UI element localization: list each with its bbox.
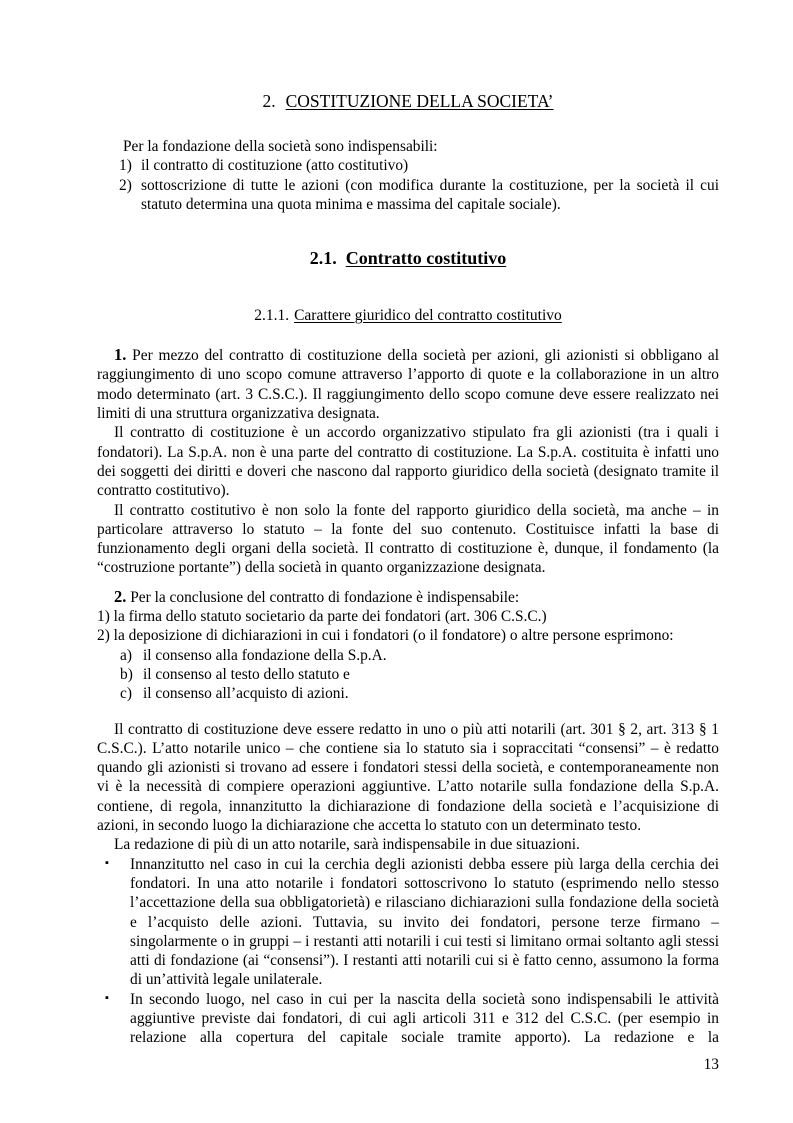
- paragraph-lead-number: 1.: [114, 345, 127, 365]
- list-item: [97, 646, 719, 665]
- subsection-title-text: Carattere giuridico del contratto costitutivo: [294, 307, 562, 325]
- paragraph: [97, 587, 719, 607]
- paragraph: La redazione di più di un atto notarile, sarà indispensabile in due situazioni.: [114, 836, 580, 854]
- list-item-marker: 1): [119, 157, 132, 175]
- section-heading: [97, 247, 719, 270]
- bullet-list-item: [97, 990, 719, 1048]
- bullet-square-icon: ▪: [105, 856, 109, 869]
- list-item-text: il consenso all’acquisto di azioni.: [143, 685, 349, 703]
- section-number: 2.1.: [309, 248, 337, 269]
- list-item: [97, 176, 719, 215]
- list-item-marker: 2): [119, 176, 132, 194]
- section-title-text: Contratto costitutivo: [345, 248, 507, 269]
- list-item-text: sottoscrizione di tutte le azioni (con modifica durante la costituzione, per la società il cui statuto determina una quota minima e massima del capitale sociale).: [141, 176, 719, 213]
- bullet-item-text: In secondo luogo, nel caso in cui per la nascita della società sono indispensabili le attività aggiuntive previste dai fondatori, di cui agli articoli 311 e 312 del C.S.C. (per esempio in relazione alla copertura del capitale sociale tramite apporto). La redazione e la: [130, 990, 719, 1047]
- list-item-text: il consenso al testo dello statuto e: [143, 665, 350, 683]
- page-number: 13: [703, 1056, 719, 1073]
- paragraph-lead-number: 2.: [114, 586, 127, 606]
- paragraph: Il contratto di costituzione è un accordo organizzativo stipulato fra gli azionisti (tra i quali i fondatori). La S.p.A. non è una parte del contratto di costituzione. La S.p.A. costituita è infatti uno dei soggetti dei diritti e doveri che nascono dal rapporto giuridico della società (designato tramite il contratto costitutivo).: [97, 424, 719, 500]
- chapter-title: [97, 91, 719, 112]
- list-item: [97, 607, 719, 626]
- subsection-heading: [97, 306, 719, 325]
- list-item: [97, 156, 719, 175]
- text-block: [97, 0, 719, 1048]
- list-item-marker: b): [120, 665, 133, 683]
- list-item-marker: c): [120, 685, 132, 703]
- list-item: [97, 684, 719, 703]
- list-item: [97, 626, 719, 645]
- chapter-number: 2.: [262, 91, 276, 111]
- bullet-square-icon: ▪: [105, 991, 109, 1004]
- intro-lead: Per la fondazione della società sono indispensabili:: [123, 138, 438, 155]
- paragraph-text: Per la conclusione del contratto di fondazione è indispensabile:: [126, 588, 520, 606]
- bullet-list-item: [97, 855, 719, 990]
- list-item-text: la deposizione di dichiarazioni in cui i fondatori (o il fondatore) o altre persone esprimono:: [109, 627, 674, 645]
- chapter-title-text: COSTITUZIONE DELLA SOCIETA’: [285, 91, 554, 111]
- list-item-marker: a): [120, 646, 132, 664]
- paragraph: Il contratto costitutivo è non solo la fonte del rapporto giuridico della società, ma anche – in particolare attraverso lo statuto – la fonte del suo contenuto. Costituisce infatti la base di funzionamento degli organi della società. Il contratto di costituzione è, dunque, il fondamento (la “costruzione portante”) della società in quanto organizzazione designata.: [97, 501, 719, 577]
- list-item: [97, 665, 719, 684]
- list-item-text: la firma dello statuto societario da parte dei fondatori (art. 306 C.S.C.): [109, 608, 547, 626]
- list-item-text: il contratto di costituzione (atto costitutivo): [141, 157, 409, 175]
- paragraph: Il contratto di costituzione deve essere redatto in uno o più atti notarili (art. 301 § 2, art. 313 § 1 C.S.C.). L’atto notarile unico – che contiene sia lo statuto sia i sopraccitati “consensi” – è redatto quando gli azionisti si trovano ad essere i fondatori stessi della società, e contemporaneamente non vi è la necessità di compiere operazioni aggiuntive. L’atto notarile sulla fondazione della S.p.A. contiene, di regola, innanzitutto la dichiarazione di fondazione della società e l’acquisizione di azioni, in secondo luogo la dichiarazione che accetta lo statuto con un determinato testo.: [97, 720, 719, 835]
- list-item-marker: 2): [97, 627, 110, 645]
- list-item-marker: 1): [97, 608, 110, 626]
- list-item-text: il consenso alla fondazione della S.p.A.: [143, 646, 387, 664]
- subsection-number: 2.1.1.: [254, 307, 290, 325]
- bullet-item-text: Innanzitutto nel caso in cui la cerchia degli azionisti debba essere più larga della cerchia dei fondatori. In una atto notarile i fondatori sottoscrivono lo statuto (esprimendo nello stesso l’accettazione della sua obbligatorietà) e rilasciano dichiarazioni sulla fondazione della società e l’acquisto delle azioni. Tuttavia, su invito dei fondatori, persone terze firmano – singolarmente o in gruppi – i restanti atti notarili i cui testi si limitano ormai soltanto agli stessi atti di fondazione (ai “consensi”). I restanti atti notarili cui si è fatto cenno, assumono la forma di un’attività legale unilaterale.: [130, 855, 719, 989]
- paragraph-text: Per mezzo del contratto di costituzione della società per azioni, gli azionisti si obbligano al raggiungimento di uno scopo comune attraverso l’apporto di quote e la collaborazione in un altro modo determinato (art. 3 C.S.C.). Il raggiungimento dello scopo comune deve essere realizzato nei limiti di una struttura organizzativa designata.: [97, 347, 719, 423]
- paragraph: [97, 345, 719, 423]
